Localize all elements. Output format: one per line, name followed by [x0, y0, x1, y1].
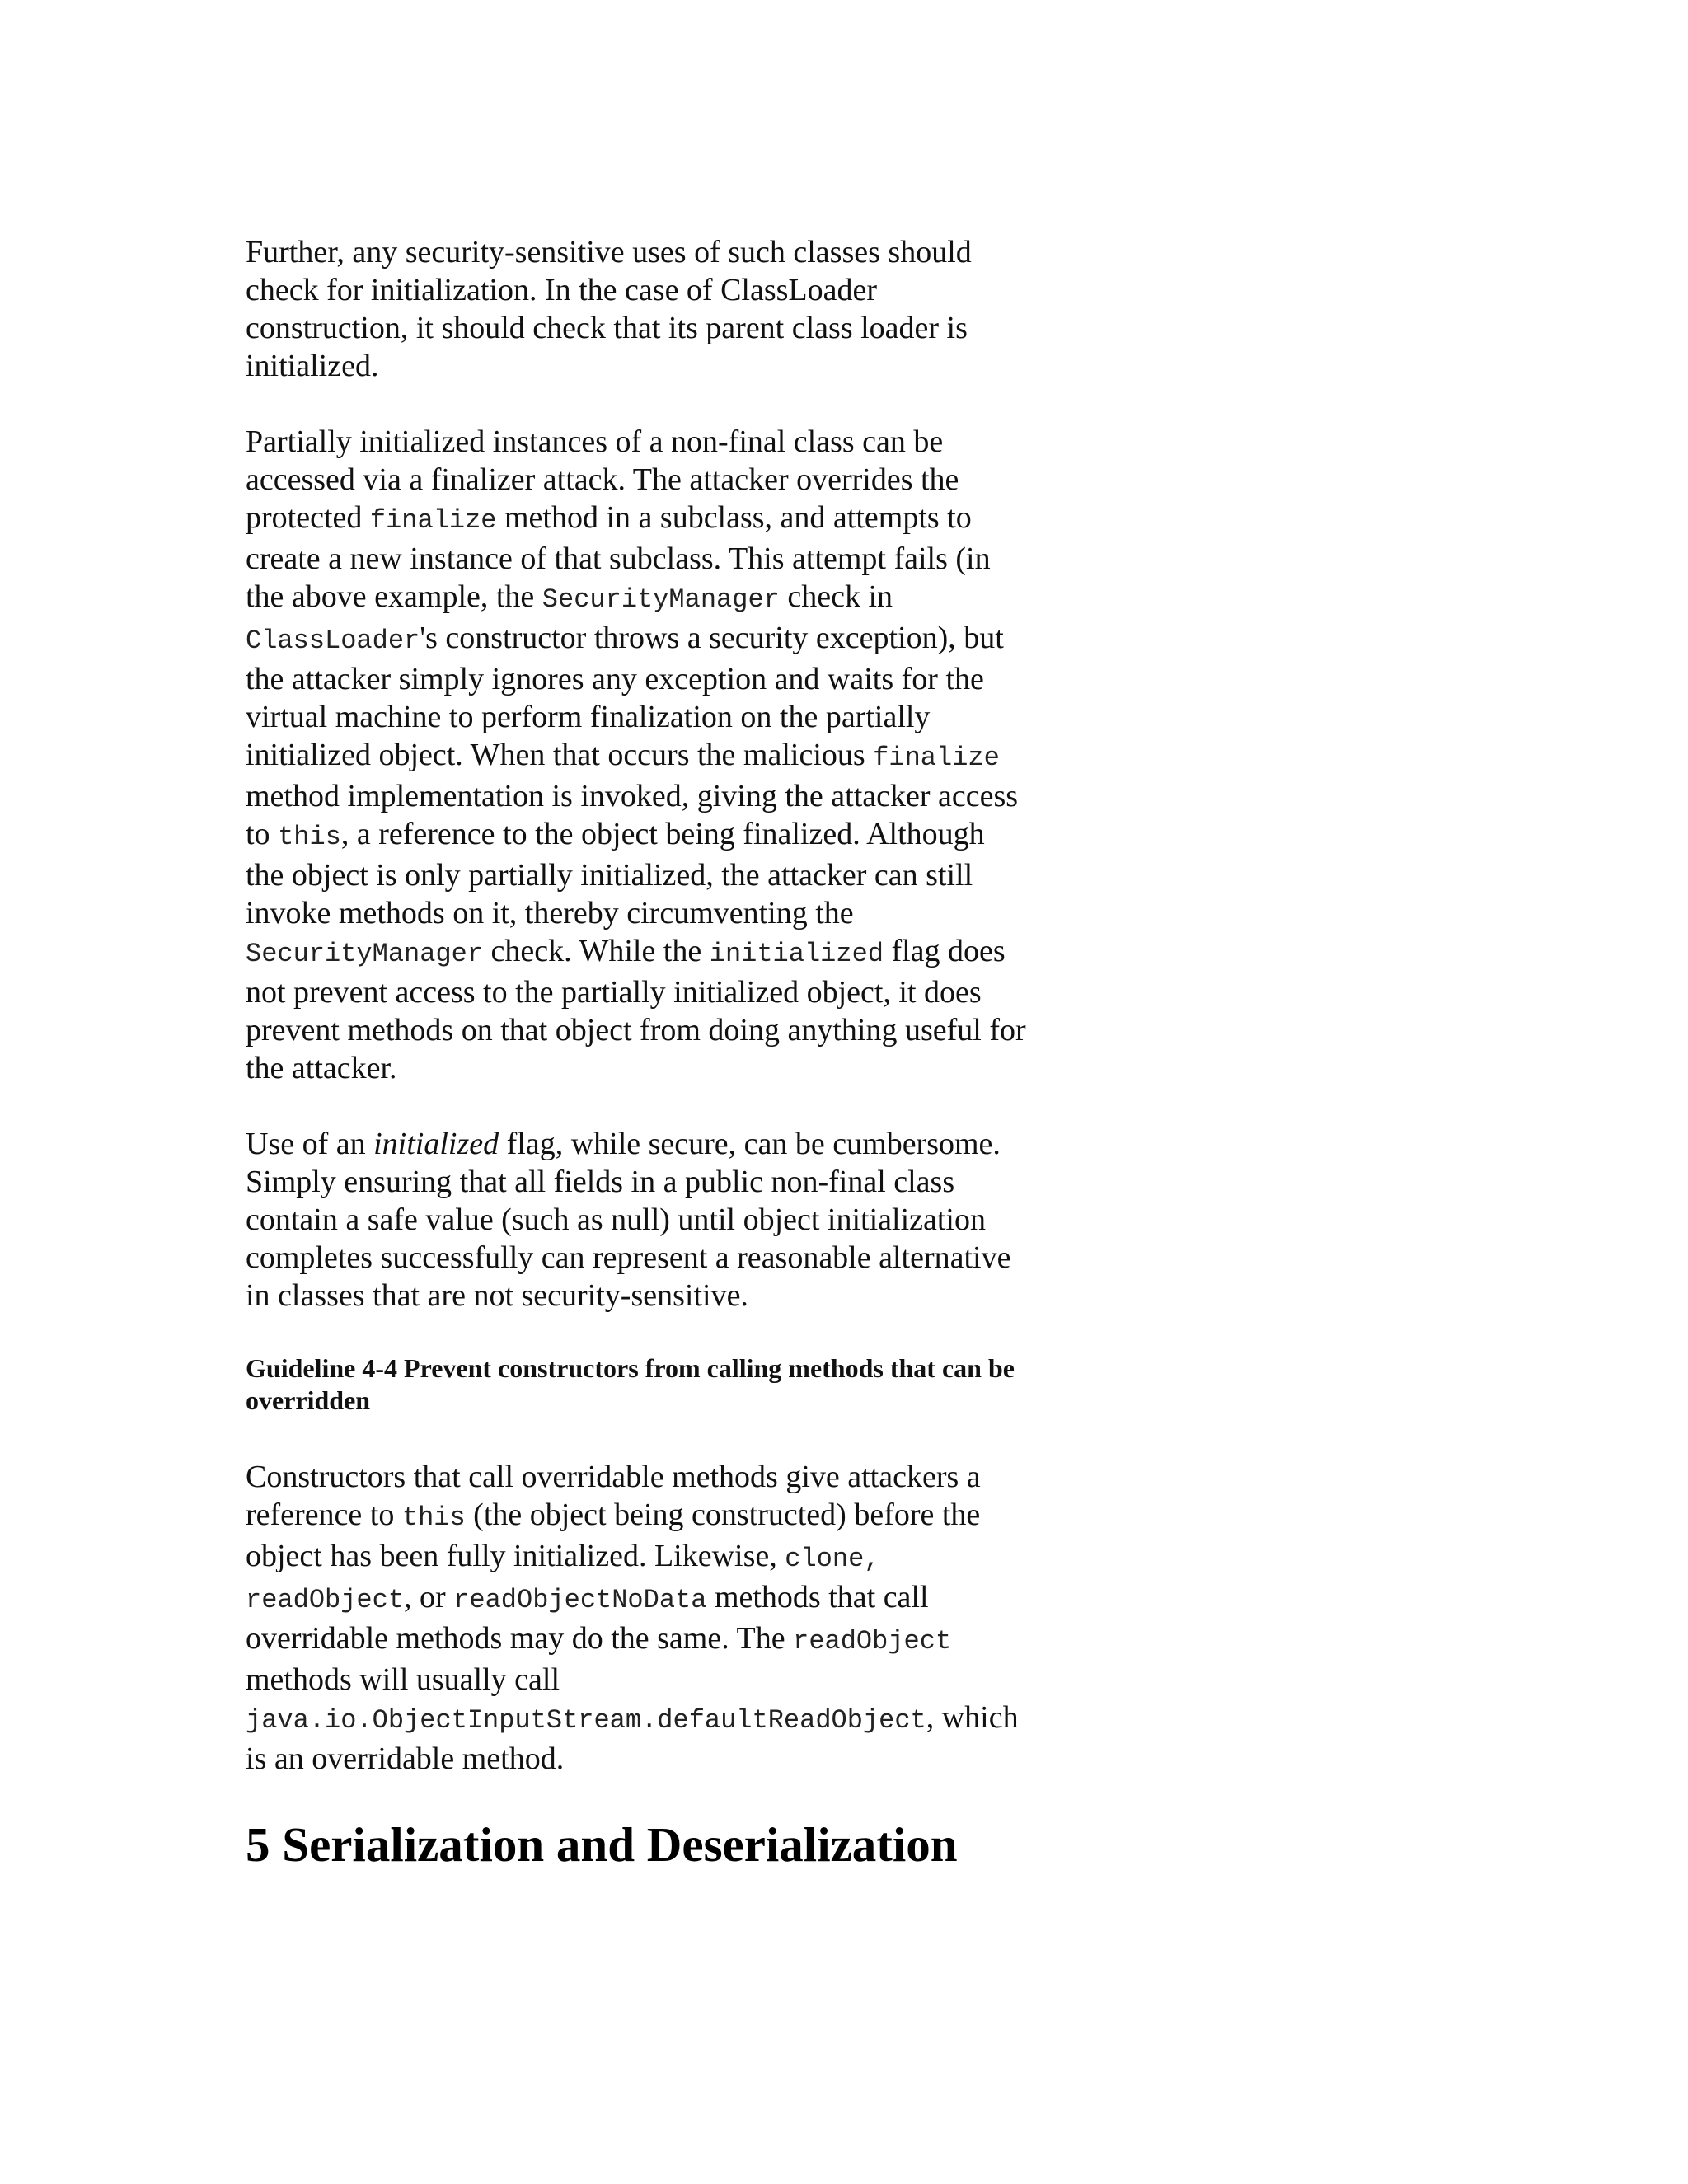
code-securitymanager: SecurityManager: [542, 584, 780, 615]
text-run: (the object being constructed) before the object has been fully initialized. Likewise,: [246, 1497, 981, 1573]
paragraph-initialization-check: [246, 233, 1029, 385]
text-run: , a reference to the object being finalized. Although the object is only partially initialized, the attacker can still invoke methods on it, thereby circumventing the: [246, 817, 985, 930]
text-run: check in: [779, 579, 893, 614]
code-finalize: finalize: [369, 505, 497, 536]
text-run: method in a subclass, and attempts to create a new instance of that subclass. This attempt fails (in the above example, the: [246, 500, 991, 614]
code-readobject: readObject: [246, 1585, 405, 1615]
code-finalize: finalize: [873, 743, 1000, 773]
text-run: Constructors that call overridable methods give attackers a reference to: [246, 1460, 981, 1532]
code-securitymanager: SecurityManager: [246, 939, 484, 969]
code-clone: clone,: [785, 1544, 880, 1574]
emphasis-initialized: initialized: [373, 1127, 499, 1161]
text-run: method implementation is invoked, giving the attacker access to: [246, 779, 1019, 851]
text-run: , which is an overridable method.: [246, 1700, 1019, 1776]
text-run: Use of an: [246, 1127, 374, 1161]
text-run: Partially initialized instances of a non-final class can be accessed via a finalizer attack. The attacker overrides the protected: [246, 424, 959, 535]
text-run: methods that call overridable methods may do the same. The: [246, 1580, 929, 1656]
paragraph-finalizer-attack: [246, 423, 1029, 1087]
code-initialized: initialized: [709, 939, 884, 969]
section-heading: 5 Serialization and Deserialization: [246, 1817, 958, 1872]
code-this: this: [401, 1502, 466, 1533]
text-run: , or: [404, 1580, 454, 1615]
text-run: methods will usually call: [246, 1662, 560, 1697]
code-classloader: ClassLoader: [246, 626, 420, 656]
code-readobject: readObject: [793, 1626, 952, 1657]
paragraph-constructors: [246, 1458, 1029, 1778]
code-this: this: [278, 822, 341, 852]
text-run: 's constructor throws a security exception), but the attacker simply ignores any exception and waits for the virtual machine to perform finalization on the partially initialized object. When that occurs the malicious: [246, 621, 1004, 772]
guideline-heading: Guideline 4-4 Prevent constructors from calling methods that can be overridden: [246, 1353, 1015, 1415]
code-defaultreadobject: java.io.ObjectInputStream.defaultReadObject: [246, 1705, 926, 1736]
code-readobjectnodata: readObjectNoData: [453, 1585, 707, 1615]
text-run: check. While the: [483, 934, 710, 968]
text-run: flag does not prevent access to the partially initialized object, it does prevent methods on that object from doing anything useful for the attacker.: [246, 934, 1026, 1085]
text-run: flag, while secure, can be cumbersome. Simply ensuring that all fields in a public non-final class contain a safe value (such as null) until object initialization completes successfully can represent a reasonable alternative in classes that are not security-sensitive.: [246, 1127, 1011, 1313]
paragraph-initialized-flag: [246, 1125, 1029, 1315]
text-run: Further, any security-sensitive uses of such classes should check for initialization. In the case of ClassLoader construction, it should check that its parent class loader is initialized.: [246, 235, 972, 383]
document-page: [246, 233, 1029, 1873]
